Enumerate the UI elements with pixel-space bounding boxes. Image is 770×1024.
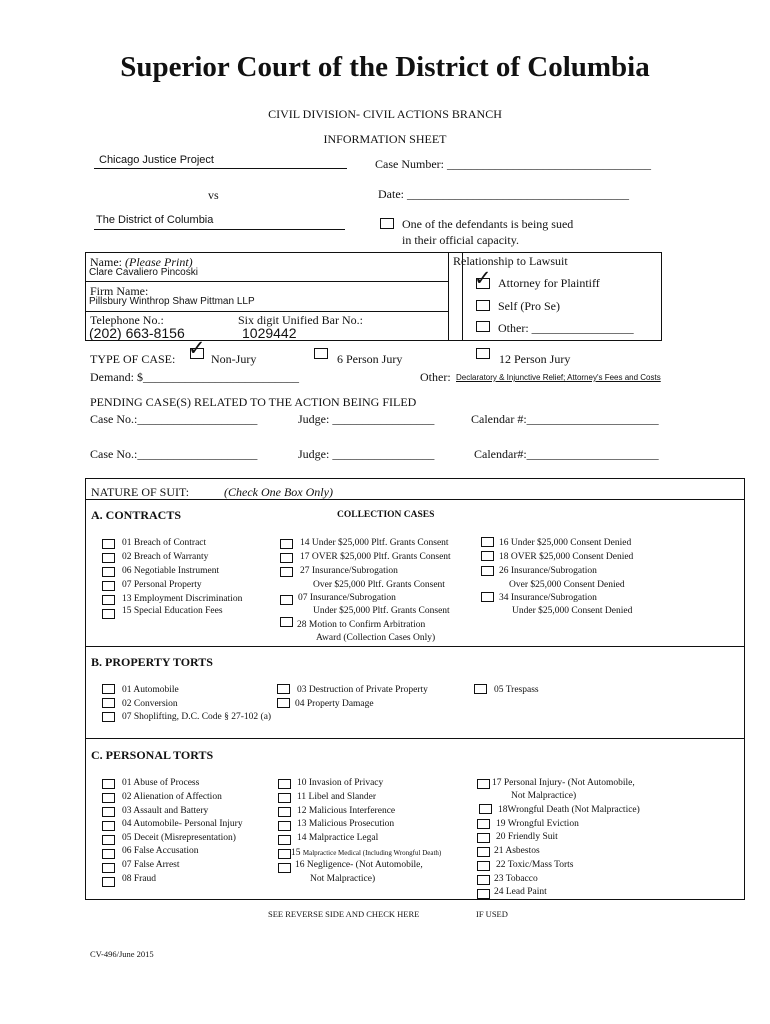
- nature-hint: (Check One Box Only): [224, 485, 333, 499]
- twelve-person-jury-label: 12 Person Jury: [499, 352, 571, 366]
- collection-option: 07 Insurance/Subrogation: [298, 593, 396, 603]
- personal-option: 20 Friendly Suit: [496, 832, 558, 842]
- attorney-divider-2: [85, 311, 448, 312]
- personal-checkbox[interactable]: [102, 863, 115, 873]
- personal-option: 05 Deceit (Misrepresentation): [122, 833, 236, 843]
- property-checkbox[interactable]: [277, 684, 290, 694]
- official-capacity-line1: One of the defendants is being sued: [402, 217, 574, 231]
- personal-option: 07 False Arrest: [122, 860, 180, 870]
- property-divider: [85, 738, 745, 739]
- personal-checkbox[interactable]: [102, 821, 115, 831]
- personal-option: 14 Malpractice Legal: [297, 833, 379, 843]
- personal-checkbox[interactable]: [278, 863, 291, 873]
- plaintiff-value[interactable]: Chicago Justice Project: [99, 154, 214, 166]
- twelve-person-jury-checkbox[interactable]: [476, 348, 490, 359]
- collection-option-detail: Under $25,000 Pltf. Grants Consent: [313, 606, 450, 616]
- personal-checkbox[interactable]: [102, 849, 115, 859]
- contracts-divider: [85, 646, 745, 647]
- contract-option: 15 Special Education Fees: [122, 606, 223, 616]
- collection-option-detail: Under $25,000 Consent Denied: [512, 606, 633, 616]
- pending-judge-2[interactable]: Judge: _________________: [298, 447, 435, 461]
- contract-checkbox[interactable]: [102, 567, 115, 577]
- contract-option: 07 Personal Property: [122, 580, 202, 590]
- personal-option: 23 Tobacco: [494, 874, 538, 884]
- personal-checkbox[interactable]: [278, 779, 291, 789]
- name-value[interactable]: Clare Cavaliero Pincoski: [89, 267, 198, 278]
- personal-checkbox[interactable]: [477, 779, 490, 789]
- contract-option: 02 Breach of Warranty: [122, 552, 209, 562]
- personal-option: 17 Personal Injury- (Not Automobile,: [492, 778, 635, 788]
- personal-checkbox[interactable]: [278, 835, 291, 845]
- date-field[interactable]: Date: _____________________________________: [378, 187, 629, 201]
- division-heading: CIVIL DIVISION- CIVIL ACTIONS BRANCH: [268, 107, 502, 121]
- personal-checkbox[interactable]: [278, 807, 291, 817]
- contract-checkbox[interactable]: [102, 539, 115, 549]
- page-title: Superior Court of the District of Columbia: [120, 51, 650, 83]
- personal-option: 08 Fraud: [122, 874, 157, 884]
- collection-checkbox[interactable]: [280, 617, 293, 627]
- property-option: 01 Automobile: [122, 685, 179, 695]
- property-checkbox[interactable]: [102, 698, 115, 708]
- collection-option: 26 Insurance/Subrogation: [499, 566, 597, 576]
- firm-value[interactable]: Pillsbury Winthrop Shaw Pittman LLP: [89, 296, 255, 307]
- contract-option: 01 Breach of Contract: [122, 538, 207, 548]
- non-jury-label: Non-Jury: [211, 352, 257, 366]
- form-number: CV-496/June 2015: [90, 949, 154, 959]
- personal-option: 12 Malicious Interference: [297, 806, 396, 816]
- personal-option: 10 Invasion of Privacy: [297, 778, 384, 788]
- type-of-case-label: TYPE OF CASE:: [90, 352, 176, 366]
- defendant-line: [94, 229, 345, 230]
- pending-case-no-1[interactable]: Case No.:____________________: [90, 412, 258, 426]
- personal-option: 06 False Accusation: [122, 846, 199, 856]
- sheet-title: INFORMATION SHEET: [323, 132, 447, 146]
- collection-option: 14 Under $25,000 Pltf. Grants Consent: [300, 538, 449, 548]
- pending-case-no-2[interactable]: Case No.:____________________: [90, 447, 258, 461]
- collection-checkbox[interactable]: [280, 539, 293, 549]
- official-capacity-checkbox[interactable]: [380, 218, 394, 229]
- personal-option: 18Wrongful Death (Not Malpractice): [498, 805, 640, 815]
- pending-calendar-2[interactable]: Calendar#:______________________: [474, 447, 659, 461]
- collection-checkbox[interactable]: [280, 567, 293, 577]
- collection-checkbox[interactable]: [481, 551, 494, 561]
- checkmark-icon: ✓: [188, 336, 206, 360]
- collection-checkbox[interactable]: [481, 537, 494, 547]
- personal-option: 15 Malpractice Medical (Including Wrongful Death): [291, 848, 442, 858]
- attorney-divider-1: [85, 281, 448, 282]
- contract-checkbox[interactable]: [102, 581, 115, 591]
- collection-option: 17 OVER $25,000 Pltf. Grants Consent: [300, 552, 451, 562]
- telephone-label: Telephone No.:: [90, 313, 164, 327]
- personal-checkbox[interactable]: [278, 821, 291, 831]
- contract-checkbox[interactable]: [102, 553, 115, 563]
- reverse-side-note-right: IF USED: [476, 909, 508, 919]
- personal-option-detail: Not Malpractice): [310, 874, 376, 884]
- collection-option: 16 Under $25,000 Consent Denied: [499, 538, 632, 548]
- personal-option: 24 Lead Paint: [494, 887, 547, 897]
- personal-checkbox[interactable]: [278, 793, 291, 803]
- collection-option: 18 OVER $25,000 Consent Denied: [499, 552, 634, 562]
- personal-checkbox[interactable]: [477, 889, 490, 899]
- personal-option: 21 Asbestos: [494, 846, 540, 856]
- self-checkbox[interactable]: [476, 300, 490, 311]
- pending-heading: PENDING CASE(S) RELATED TO THE ACTION BEING FILED: [90, 395, 417, 409]
- bar-label: Six digit Unified Bar No.:: [238, 313, 363, 327]
- personal-option: 02 Alienation of Affection: [122, 792, 222, 802]
- collection-heading: COLLECTION CASES: [337, 510, 435, 520]
- personal-option: 13 Malicious Prosecution: [297, 819, 395, 829]
- contract-checkbox[interactable]: [102, 609, 115, 619]
- property-option: 07 Shoplifting, D.C. Code § 27-102 (a): [122, 712, 272, 722]
- personal-option: 04 Automobile- Personal Injury: [122, 819, 243, 829]
- personal-checkbox[interactable]: [102, 877, 115, 887]
- reverse-side-note: SEE REVERSE SIDE AND CHECK HERE: [268, 909, 420, 919]
- name-label: Name: (Please Print): [90, 255, 193, 269]
- collection-checkbox[interactable]: [280, 553, 293, 563]
- personal-checkbox[interactable]: [477, 861, 490, 871]
- contract-option: 13 Employment Discrimination: [122, 594, 243, 604]
- contracts-heading: A. CONTRACTS: [91, 508, 182, 522]
- personal-checkbox[interactable]: [102, 835, 115, 845]
- personal-option: 03 Assault and Battery: [122, 806, 209, 816]
- personal-checkbox[interactable]: [278, 849, 291, 859]
- property-heading: B. PROPERTY TORTS: [91, 655, 213, 669]
- collection-checkbox[interactable]: [481, 566, 494, 576]
- personal-option: 22 Toxic/Mass Torts: [496, 860, 574, 870]
- vs-label: vs: [208, 188, 219, 202]
- property-option: 04 Property Damage: [295, 699, 374, 709]
- defendant-value[interactable]: The District of Columbia: [96, 214, 214, 226]
- contract-checkbox[interactable]: [102, 595, 115, 605]
- collection-option: 27 Insurance/Subrogation: [300, 566, 398, 576]
- pending-calendar-1[interactable]: Calendar #:______________________: [471, 412, 659, 426]
- collection-checkbox[interactable]: [280, 595, 293, 605]
- plaintiff-line: [94, 168, 347, 169]
- personal-option: 01 Abuse of Process: [122, 778, 200, 788]
- personal-checkbox[interactable]: [102, 779, 115, 789]
- collection-option-detail: Award (Collection Cases Only): [316, 633, 436, 643]
- official-capacity-line2: in their official capacity.: [402, 233, 519, 247]
- attorney-label: Attorney for Plaintiff: [498, 276, 600, 290]
- checkmark-icon: ✓: [474, 266, 492, 290]
- other-demand-value[interactable]: Declaratory & Injunctive Relief; Attorney's Fees and Costs: [456, 373, 661, 382]
- other-relationship-field[interactable]: Other: _________________: [498, 321, 634, 335]
- personal-option: 19 Wrongful Eviction: [496, 819, 579, 829]
- collection-option: 34 Insurance/Subrogation: [499, 593, 597, 603]
- personal-option: 11 Libel and Slander: [297, 792, 377, 802]
- six-person-jury-checkbox[interactable]: [314, 348, 328, 359]
- personal-checkbox[interactable]: [479, 804, 492, 814]
- bar-value[interactable]: 1029442: [242, 325, 297, 341]
- firm-label: Firm Name:: [90, 284, 149, 298]
- property-option: 02 Conversion: [122, 699, 178, 709]
- personal-option: 16 Negligence- (Not Automobile,: [295, 860, 423, 870]
- contract-option: 06 Negotiable Instrument: [122, 566, 220, 576]
- pending-judge-1[interactable]: Judge: _________________: [298, 412, 435, 426]
- personal-checkbox[interactable]: [477, 875, 490, 885]
- property-checkbox[interactable]: [277, 698, 290, 708]
- other-relationship-checkbox[interactable]: [476, 321, 490, 332]
- collection-checkbox[interactable]: [481, 592, 494, 602]
- nature-label: NATURE OF SUIT:: [91, 485, 190, 499]
- six-person-jury-label: 6 Person Jury: [337, 352, 403, 366]
- demand-field[interactable]: Demand: $__________________________: [90, 370, 299, 384]
- property-checkbox[interactable]: [102, 712, 115, 722]
- property-checkbox[interactable]: [102, 684, 115, 694]
- property-checkbox[interactable]: [474, 684, 487, 694]
- collection-option-detail: Over $25,000 Consent Denied: [509, 580, 625, 590]
- personal-option-detail: Not Malpractice): [511, 791, 577, 801]
- relationship-label: Relationship to Lawsuit: [453, 254, 568, 268]
- property-option: 03 Destruction of Private Property: [297, 685, 428, 695]
- telephone-value[interactable]: (202) 663-8156: [89, 325, 185, 341]
- personal-checkbox[interactable]: [477, 847, 490, 857]
- personal-checkbox[interactable]: [477, 833, 490, 843]
- personal-checkbox[interactable]: [102, 793, 115, 803]
- personal-checkbox[interactable]: [477, 819, 490, 829]
- collection-option: 28 Motion to Confirm Arbitration: [297, 620, 426, 630]
- collection-option-detail: Over $25,000 Pltf. Grants Consent: [313, 580, 445, 590]
- personal-checkbox[interactable]: [102, 807, 115, 817]
- personal-heading: C. PERSONAL TORTS: [91, 748, 214, 762]
- property-option: 05 Trespass: [494, 685, 539, 695]
- other-demand-label: Other:: [420, 370, 451, 384]
- case-number-field[interactable]: Case Number: __________________________________: [375, 157, 651, 171]
- self-label: Self (Pro Se): [498, 299, 560, 313]
